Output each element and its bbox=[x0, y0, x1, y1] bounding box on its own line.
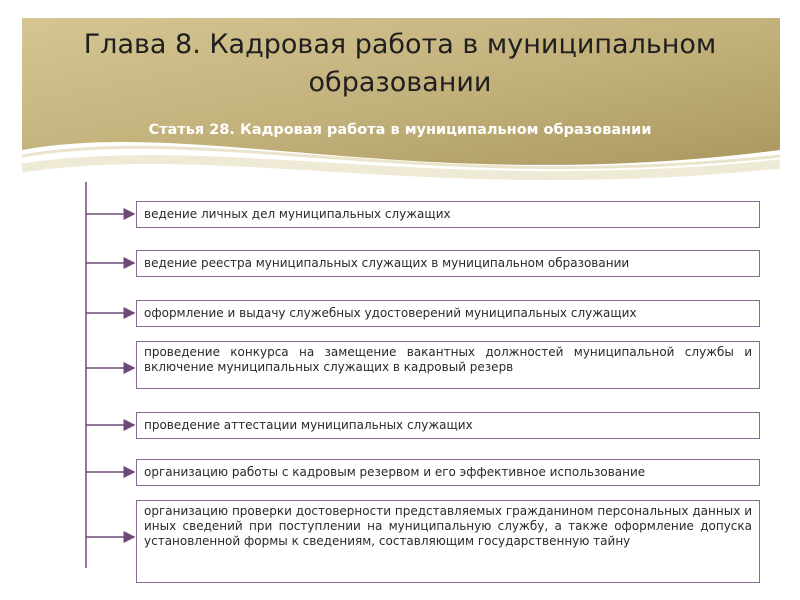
item-text-5: проведение аттестации муниципальных служащих bbox=[144, 418, 473, 432]
item-text-6: организацию работы с кадровым резервом и его эффективное использование bbox=[144, 465, 646, 479]
slide-subtitle: Статья 28. Кадровая работа в муниципальном образовании bbox=[148, 122, 652, 138]
item-box-7 bbox=[136, 500, 760, 583]
item-text-2: ведение реестра муниципальных служащих в муниципальном образовании bbox=[144, 256, 630, 270]
item-box-2 bbox=[136, 250, 760, 277]
item-text-1: ведение личных дел муниципальных служащих bbox=[144, 207, 451, 221]
item-box-5 bbox=[136, 412, 760, 439]
item-box-4 bbox=[136, 341, 760, 389]
item-box-6 bbox=[136, 459, 760, 486]
item-box-3 bbox=[136, 300, 760, 327]
item-box-1 bbox=[136, 201, 760, 228]
slide-title: Глава 8. Кадровая работа в муниципальном образовании bbox=[83, 29, 717, 98]
item-text-3: оформление и выдачу служебных удостоверений муниципальных служащих bbox=[144, 306, 637, 320]
item-text-7: организацию проверки достоверности представляемых гражданином персональных данных и иных сведений при поступлении на муниципальную службу, а также оформление допуска установленной формы к сведениям, составляющим государственную тайну bbox=[144, 504, 752, 548]
item-text-4: проведение конкурса на замещение вакантных должностей муниципальной службы и включение муниципальных служащих в кадровый резерв bbox=[144, 345, 752, 374]
